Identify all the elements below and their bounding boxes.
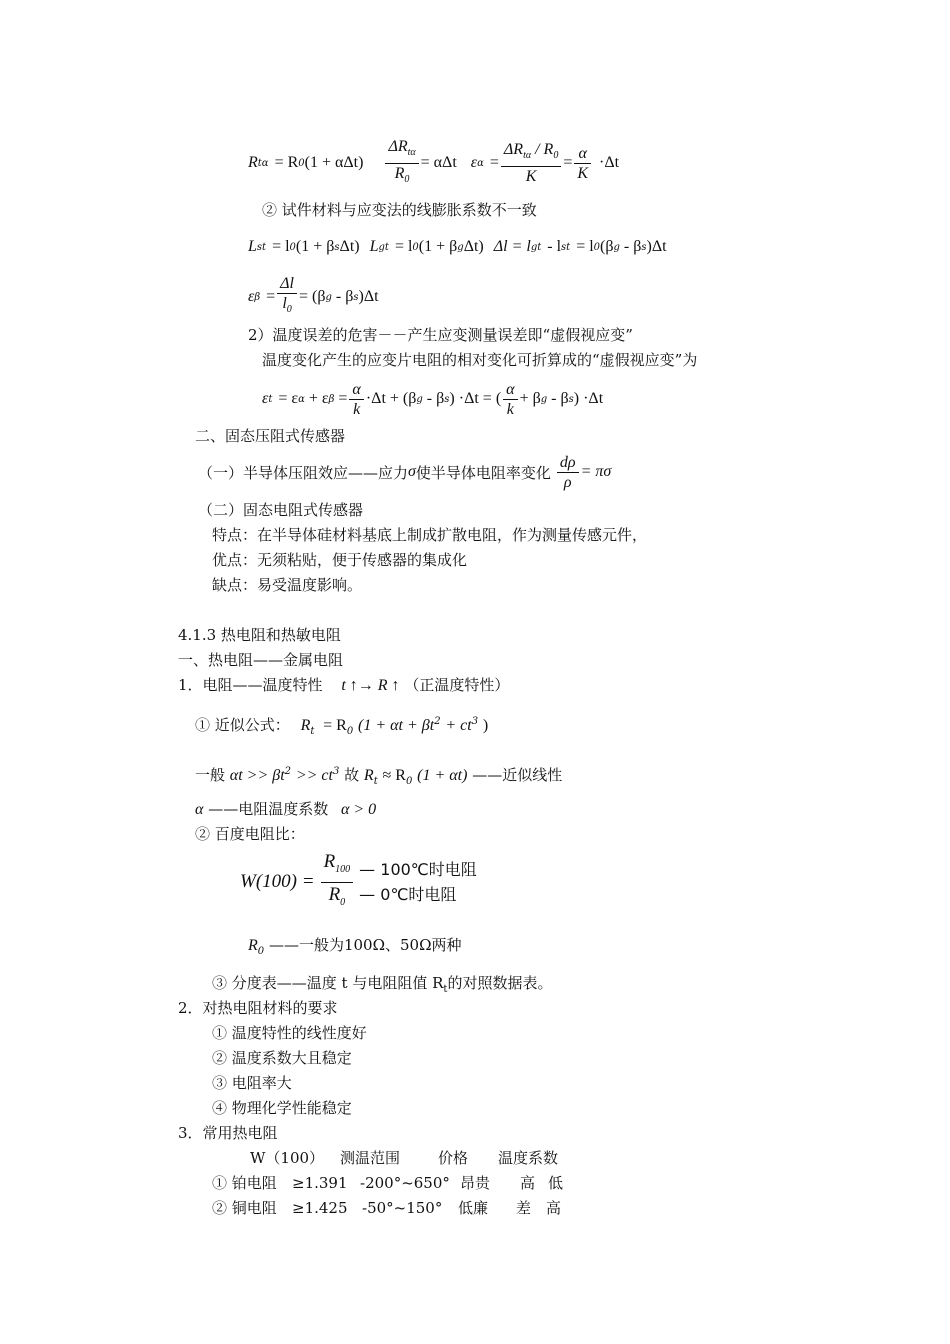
text-line: 缺点：易受温度影响。 — [212, 576, 363, 594]
math-text: Δl = l — [493, 238, 531, 255]
fraction — [557, 453, 579, 492]
math-sup: 3 — [332, 766, 340, 777]
math-sub: g — [457, 241, 464, 253]
fraction-numerator: α — [503, 380, 517, 400]
math-text: t ↑→ R ↑ — [341, 677, 400, 694]
table-cell: 差 — [516, 1199, 532, 1217]
math-text: - β — [623, 238, 642, 255]
math-text: )Δt — [646, 238, 667, 255]
table-header-cell: W（100） — [250, 1149, 325, 1167]
math-text: = R — [274, 154, 299, 171]
math-text: - β — [426, 390, 445, 407]
table-cell: ≥1.425 — [292, 1199, 348, 1217]
table-cell: 低廉 — [458, 1199, 489, 1217]
math-sub: gt — [530, 241, 542, 253]
math-sub: gt — [378, 241, 389, 253]
math-text: = ε — [278, 390, 299, 407]
math-sub: g — [540, 393, 548, 405]
math-text: ΔR — [388, 138, 408, 156]
fraction-numerator: α — [574, 144, 591, 164]
math-sub: 0 — [289, 241, 296, 253]
math-text: = αΔt — [420, 154, 457, 171]
text-line: 特点：在半导体硅材料基底上制成扩散电阻，作为测量传感元件， — [212, 526, 648, 544]
math-sub: tα — [407, 147, 416, 159]
table-cell: ① 铂电阻 — [212, 1174, 277, 1192]
text-line: （二）固态电阻式传感器 — [198, 501, 364, 519]
math-text: (β — [600, 238, 614, 255]
math-sup: 3 — [471, 716, 479, 727]
text-span: ——一般为100Ω、50Ω两种 — [268, 936, 462, 954]
math-text: ΔR — [503, 141, 524, 159]
table-cell: 低 — [548, 1174, 564, 1192]
formula-linear — [195, 762, 562, 792]
table-cell: -50°~150° — [362, 1199, 443, 1217]
math-text: )Δt — [358, 288, 379, 305]
list-item: ① 温度特性的线性度好 — [212, 1024, 367, 1042]
fraction — [503, 380, 517, 419]
fraction-denominator: k — [353, 400, 361, 418]
fraction — [277, 274, 297, 319]
fraction — [349, 380, 363, 419]
math-sub: 0 — [404, 173, 410, 185]
math-text: ε — [248, 288, 255, 305]
fraction-numerator — [501, 140, 561, 166]
text-line — [212, 973, 552, 1000]
math-text: = — [338, 390, 348, 407]
math-sub: 0 — [553, 150, 559, 162]
math-text: - β — [335, 288, 354, 305]
list-item: ④ 物理化学性能稳定 — [212, 1099, 352, 1117]
math-text: ·Δt + (β — [365, 390, 417, 407]
formula-epsilon-beta — [248, 274, 379, 320]
fraction-denominator: ρ — [563, 473, 572, 491]
piezoresistive-line — [198, 450, 611, 494]
math-sub: st — [256, 241, 267, 253]
math-text: Δt) — [463, 238, 484, 255]
math-sup: 2 — [434, 716, 441, 727]
text-span: 使半导体电阻率变化 — [415, 463, 551, 482]
math-text: L — [248, 238, 257, 255]
math-text: + ε — [308, 390, 329, 407]
text-line — [195, 799, 376, 820]
math-text: — 100℃时电阻 — [359, 860, 477, 879]
formula-epsilon-t — [262, 376, 603, 422]
math-sub: g — [416, 393, 423, 405]
section-heading: 一、热电阻——金属电阻 — [178, 651, 344, 669]
math-text: αt >> βt — [229, 767, 285, 784]
math-text: ) ·Δt — [573, 390, 604, 407]
list-item: ③ 电阻率大 — [212, 1074, 292, 1092]
fraction-denominator: K — [577, 164, 589, 182]
fraction-denominator: K — [525, 167, 537, 185]
math-text: = l — [576, 238, 594, 255]
text-span: ③ 分度表——温度 t 与电阻阻值 R — [212, 974, 444, 992]
math-text: R — [300, 717, 311, 734]
table-header-cell: 测温范围 — [340, 1149, 401, 1167]
math-text: = R — [323, 717, 347, 734]
text-span: ——电阻温度系数 — [208, 800, 329, 818]
math-text: α — [195, 801, 204, 818]
math-text: (1 + αt + βt — [358, 717, 435, 734]
math-text: (1 + β — [418, 238, 458, 255]
math-text: R — [248, 937, 258, 954]
text-span: 故 — [344, 766, 360, 784]
text-line: ② 百度电阻比： — [195, 825, 305, 843]
math-sub: s — [444, 393, 450, 405]
section-heading: 4.1.3 热电阻和热敏电阻 — [178, 626, 341, 644]
formula-r-t-alpha — [248, 140, 619, 186]
math-text: ε — [262, 390, 269, 407]
math-text: = — [266, 288, 276, 305]
fraction — [321, 850, 354, 915]
math-sub: g — [613, 241, 620, 253]
fraction — [574, 144, 591, 183]
fraction-denominator — [321, 883, 354, 915]
math-text: R — [328, 883, 341, 905]
math-text: ≈ R — [382, 767, 406, 784]
fraction-numerator — [385, 137, 418, 163]
fraction — [501, 140, 561, 185]
math-text: ·Δt — [599, 154, 620, 171]
math-text: ) — [482, 717, 489, 734]
math-sub: 0 — [286, 304, 292, 316]
formula-approx — [195, 712, 488, 742]
math-text: — 0℃时电阻 — [359, 885, 457, 904]
math-sub: t — [373, 776, 378, 787]
fraction-numerator: Δl — [277, 274, 297, 294]
math-sub: s — [568, 393, 574, 405]
section-heading: 二、固态压阻式传感器 — [195, 427, 346, 445]
math-sub: α — [298, 393, 305, 405]
math-text: α > 0 — [340, 801, 377, 818]
math-sub: g — [325, 291, 332, 303]
math-text: (1 + αΔt) — [304, 154, 364, 171]
math-sub: tα — [523, 150, 532, 162]
math-text: = l — [394, 238, 413, 255]
math-sub: 0 — [412, 241, 419, 253]
formula-w100 — [240, 852, 477, 912]
fraction-numerator: dρ — [557, 453, 579, 473]
math-sub: t — [310, 726, 315, 737]
text-span: 一般 — [195, 766, 226, 784]
text-span: ——近似线性 — [472, 766, 563, 784]
math-text: - β — [551, 390, 569, 407]
math-sub: 0 — [593, 241, 601, 253]
math-text: = (β — [298, 288, 326, 305]
fraction-denominator: k — [506, 400, 514, 418]
table-header-cell: 价格 — [438, 1149, 469, 1167]
math-text: R — [248, 154, 258, 171]
math-text: σ — [408, 463, 416, 480]
text-line — [178, 675, 509, 696]
text-line: 2）温度误差的危害－－产生应变测量误差即“虚假视应变” — [248, 326, 633, 344]
math-text: R — [323, 850, 336, 872]
math-sub: t — [443, 984, 448, 995]
text-span: ① 近似公式： — [195, 716, 290, 734]
math-text: (1 + β — [295, 238, 335, 255]
math-sub: s — [353, 291, 359, 303]
math-text: R — [363, 767, 374, 784]
fraction — [385, 137, 418, 188]
math-text: L — [369, 238, 379, 255]
math-text: W(100) = — [240, 871, 315, 892]
math-sub: 0 — [298, 157, 305, 169]
table-cell: -200°~650° — [360, 1174, 450, 1192]
text-span: 1．电阻——温度特性 — [178, 676, 323, 694]
math-sub: 0 — [405, 776, 413, 787]
math-sub: s — [641, 241, 647, 253]
math-text: ε — [470, 154, 478, 171]
text-line: 3．常用热电阻 — [178, 1124, 278, 1142]
math-text: l — [282, 295, 287, 313]
text-line: 优点：无须粘贴，便于传感器的集成化 — [212, 551, 468, 569]
math-sub: tα — [257, 157, 269, 169]
math-text: = — [489, 154, 499, 171]
text-span: （正温度特性） — [404, 676, 510, 694]
fraction-notes — [359, 857, 477, 907]
math-sub: 0 — [346, 726, 354, 737]
text-line: 2．对热电阻材料的要求 — [178, 999, 338, 1017]
table-cell: 昂贵 — [460, 1174, 491, 1192]
math-text: R — [394, 164, 405, 182]
math-text: (1 + αt) — [417, 767, 468, 784]
math-text: = l — [272, 238, 290, 255]
list-item: ② 温度系数大且稳定 — [212, 1049, 352, 1067]
math-sub: α — [477, 157, 484, 169]
text-line: 温度变化产生的应变片电阻的相对变化可折算成的“虚假视应变”为 — [262, 351, 698, 369]
table-cell: ≥1.391 — [292, 1174, 348, 1192]
math-text: = — [563, 154, 573, 171]
text-line — [248, 935, 462, 962]
fraction-denominator — [385, 164, 418, 189]
math-text: - l — [547, 238, 562, 255]
fraction-denominator — [277, 294, 297, 319]
math-sub: 100 — [335, 863, 351, 875]
math-text: = πσ — [580, 463, 612, 480]
math-text: ) ·Δt = ( — [449, 390, 502, 407]
math-sub: st — [561, 241, 571, 253]
math-sub: t — [268, 393, 273, 405]
fraction-numerator — [321, 850, 354, 883]
math-text: / R — [535, 141, 554, 159]
table-cell: ② 铜电阻 — [212, 1199, 277, 1217]
math-sup: 2 — [284, 766, 292, 777]
table-cell: 高 — [546, 1199, 562, 1217]
math-text: >> ct — [295, 767, 333, 784]
math-text: Δt) — [339, 238, 360, 255]
math-sub: 0 — [340, 896, 346, 908]
math-sub: 0 — [257, 946, 265, 957]
math-sub: s — [334, 241, 340, 253]
math-text: + ct — [445, 717, 472, 734]
text-span: 的对照数据表。 — [447, 974, 553, 992]
text-span: （一）半导体压阻效应——应力 — [198, 463, 409, 482]
math-sub: β — [328, 393, 335, 405]
text-line: ② 试件材料与应变法的线膨胀系数不一致 — [262, 201, 537, 219]
fraction-numerator: α — [349, 380, 363, 400]
formula-expansion — [248, 234, 667, 260]
math-text: + β — [519, 390, 541, 407]
math-sub: β — [254, 291, 261, 303]
table-header-cell: 温度系数 — [498, 1149, 559, 1167]
table-cell: 高 — [520, 1174, 536, 1192]
